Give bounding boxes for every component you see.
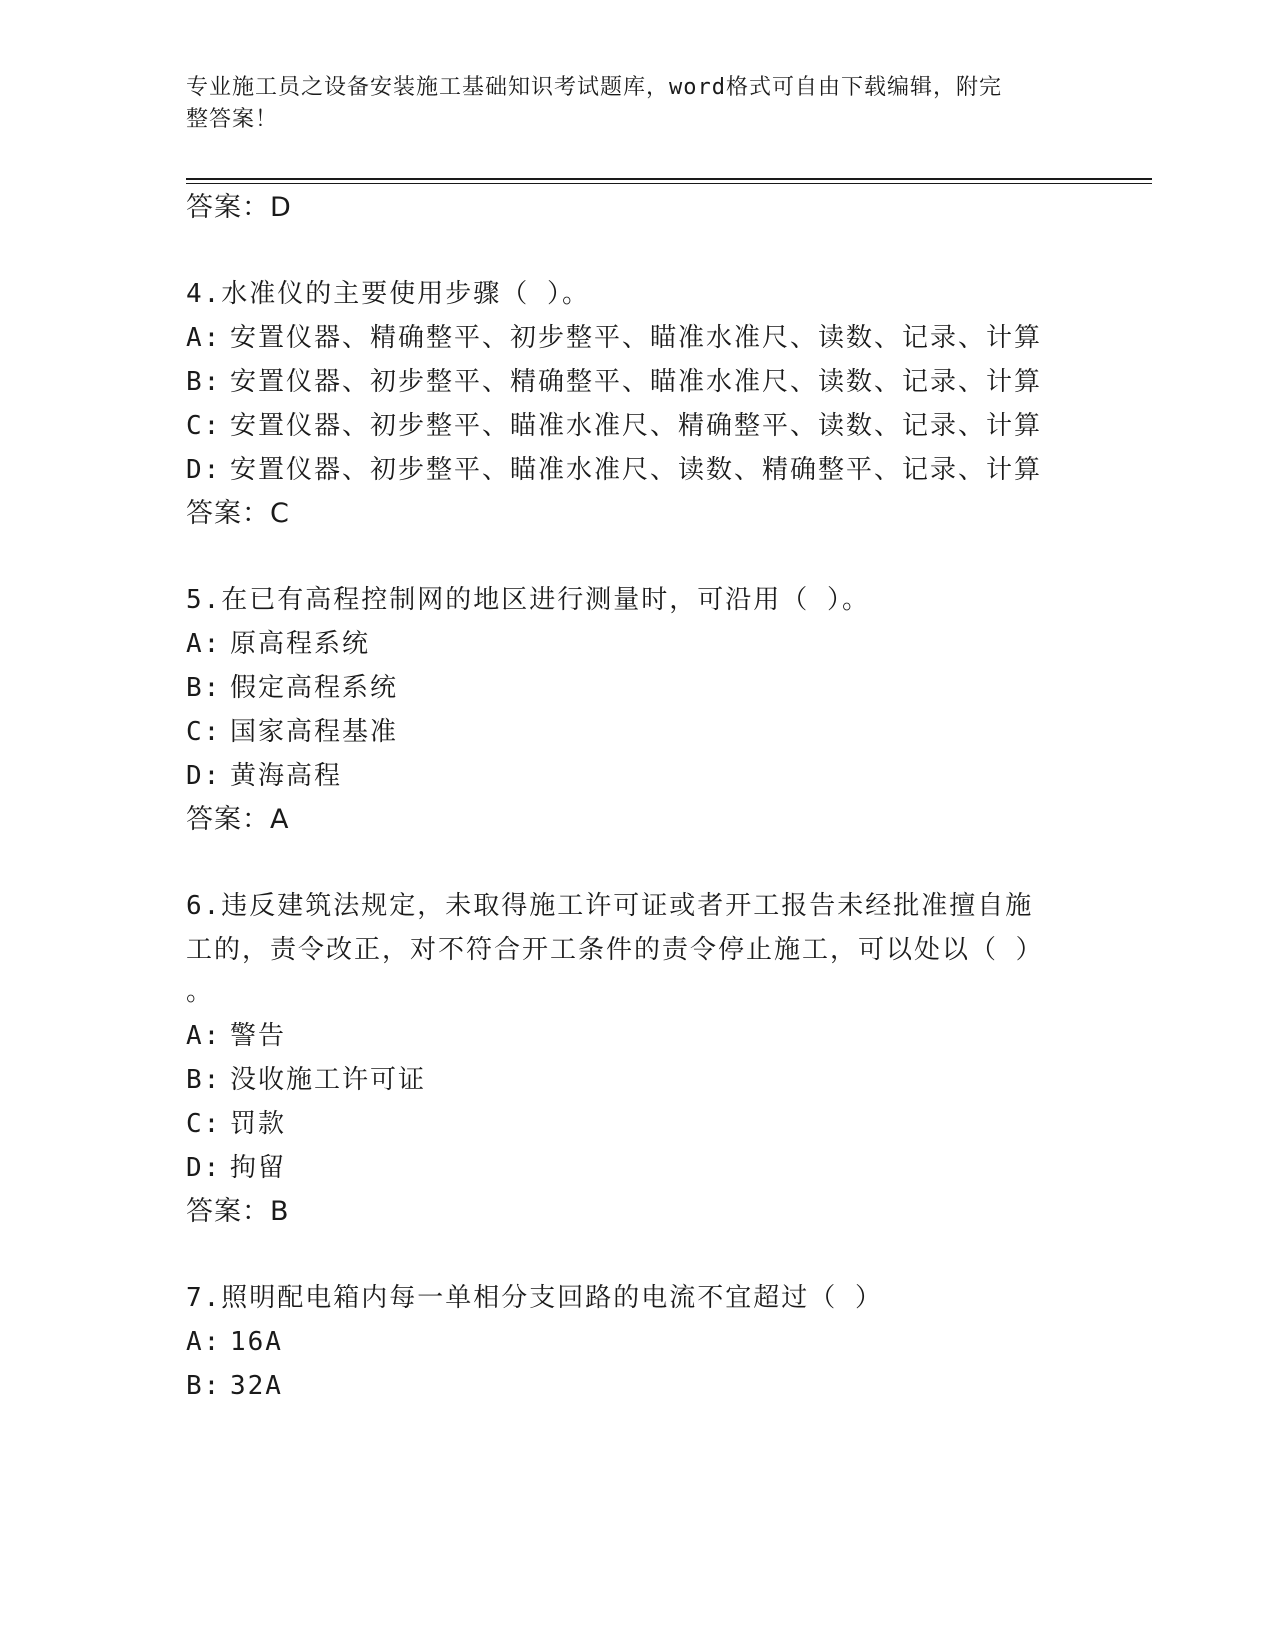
option-text: 安置仪器、初步整平、瞄准水准尺、精确整平、读数、记录、计算 (230, 411, 1043, 441)
header-line-2: 整答案！ (186, 107, 279, 132)
question-6-stem-line-3: 。 (186, 977, 215, 1007)
option-text: 国家高程基准 (230, 717, 399, 747)
option-text: 没收施工许可证 (230, 1065, 427, 1095)
option-letter: B: (186, 673, 222, 703)
question-6-option-b (186, 1062, 426, 1098)
question-7-option-b (186, 1368, 283, 1404)
question-4-option-c (186, 408, 1042, 444)
header-rule-thick (186, 178, 1152, 180)
header-rule-thin (186, 183, 1152, 184)
question-6-stem-line-1: 6.违反建筑法规定，未取得施工许可证或者开工报告未经批准擅自施 (186, 891, 1034, 921)
option-letter: C: (186, 411, 222, 441)
document-header (186, 72, 1066, 136)
option-text: 安置仪器、精确整平、初步整平、瞄准水准尺、读数、记录、计算 (230, 323, 1043, 353)
answer-q6: 答案：B (186, 1196, 290, 1227)
answer-q5: 答案：A (186, 804, 290, 835)
option-text: 假定高程系统 (230, 673, 399, 703)
option-text: 原高程系统 (230, 629, 371, 659)
option-letter: D: (186, 455, 222, 485)
option-text: 安置仪器、初步整平、精确整平、瞄准水准尺、读数、记录、计算 (230, 367, 1043, 397)
header-line-1: 专业施工员之设备安装施工基础知识考试题库，word格式可自由下载编辑，附完 (186, 75, 1002, 100)
option-letter: A: (186, 629, 222, 659)
option-text: 安置仪器、初步整平、瞄准水准尺、读数、精确整平、记录、计算 (230, 455, 1043, 485)
question-4-option-d (186, 452, 1042, 488)
question-6-option-a (186, 1018, 286, 1054)
question-4-option-a (186, 320, 1042, 356)
question-5-option-c (186, 714, 398, 750)
option-letter: D: (186, 761, 222, 791)
option-text: 32A (230, 1371, 283, 1401)
option-letter: A: (186, 323, 222, 353)
answer-q4: 答案：C (186, 498, 290, 529)
option-letter: B: (186, 1371, 222, 1401)
question-5-option-b (186, 670, 398, 706)
question-5-stem: 5.在已有高程控制网的地区进行测量时，可沿用（ ）。 (186, 585, 870, 615)
option-text: 黄海高程 (230, 761, 343, 791)
option-letter: C: (186, 1109, 222, 1139)
option-letter: A: (186, 1327, 222, 1357)
option-text: 拘留 (230, 1153, 287, 1183)
question-6-option-d (186, 1150, 286, 1186)
answer-q3: 答案：D (186, 192, 292, 223)
question-5-option-a (186, 626, 370, 662)
question-4-option-b (186, 364, 1042, 400)
question-5-option-d (186, 758, 342, 794)
question-7-option-a (186, 1324, 283, 1360)
option-text: 16A (230, 1327, 283, 1357)
option-letter: A: (186, 1021, 222, 1051)
question-4-stem: 4.水准仪的主要使用步骤（ ）。 (186, 279, 590, 309)
question-6-option-c (186, 1106, 286, 1142)
option-letter: B: (186, 1065, 222, 1095)
question-7-stem: 7.照明配电箱内每一单相分支回路的电流不宜超过（ ） (186, 1283, 883, 1313)
option-text: 罚款 (230, 1109, 287, 1139)
option-letter: C: (186, 717, 222, 747)
option-letter: D: (186, 1153, 222, 1183)
option-text: 警告 (230, 1021, 287, 1051)
question-6-stem-line-2: 工的，责令改正，对不符合开工条件的责令停止施工，可以处以（ ） (186, 935, 1044, 965)
option-letter: B: (186, 367, 222, 397)
